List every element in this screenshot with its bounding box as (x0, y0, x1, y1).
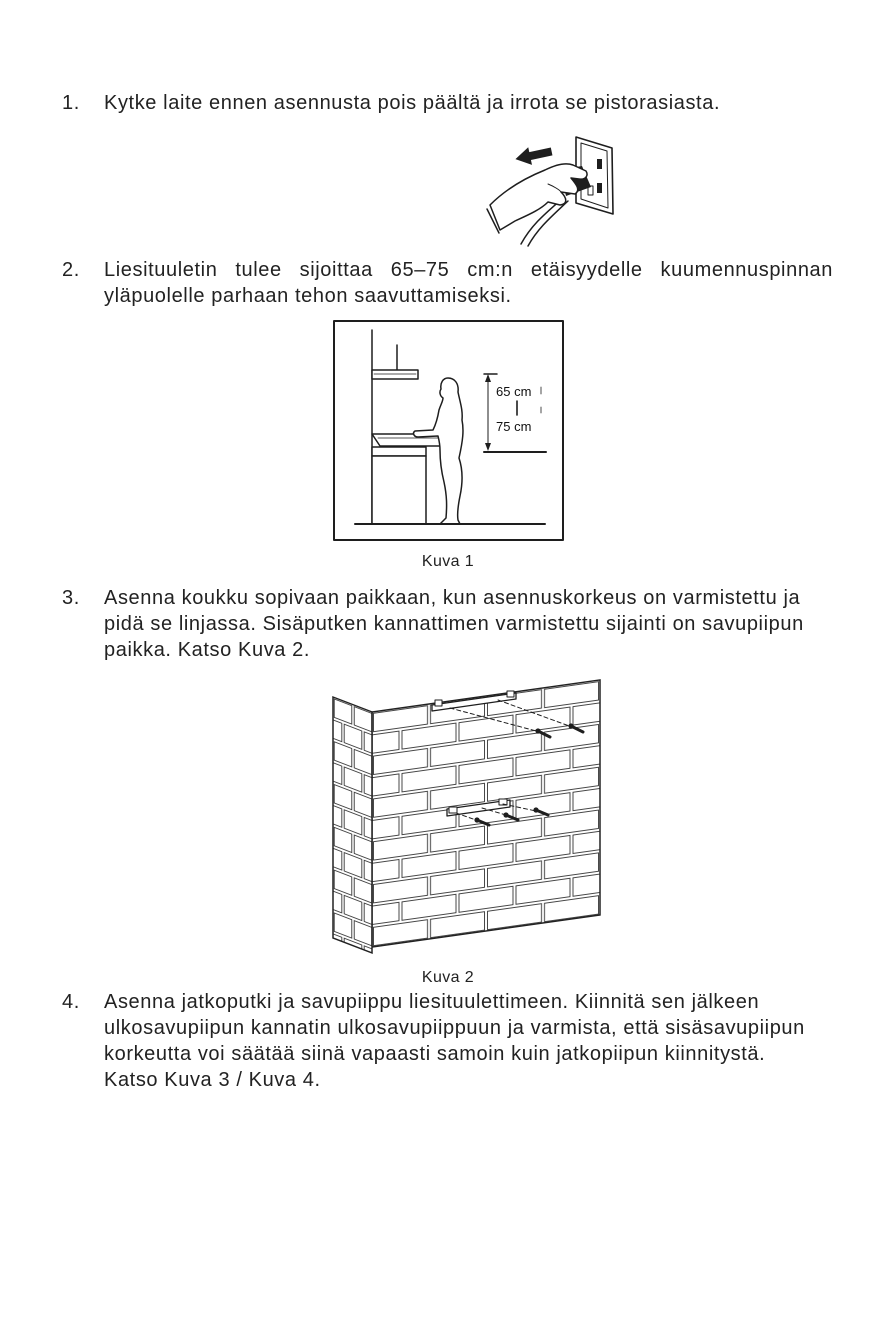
step-line: Asenna jatkoputki ja savupiippu liesituulettimeen. Kiinnitä sen jälkeen (104, 991, 760, 1013)
dimension-label-top: 65 cm (496, 384, 532, 399)
figure-caption: Kuva 2 (421, 969, 475, 986)
kuva-2-figure (325, 660, 610, 960)
step-number: 1. (62, 92, 80, 114)
step-line: Liesituuletin tulee sijoittaa 65–75 cm:n etäisyydelle kuumennuspinnan (104, 259, 833, 281)
step-line: Katso Kuva 3 / Kuva 4. (104, 1069, 321, 1091)
step-line: pidä se linjassa. Sisäputken kannattimen varmistettu sijainti on savupiipun (104, 613, 804, 635)
figure-caption: Kuva 1 (421, 553, 475, 570)
step-number: 3. (62, 587, 80, 609)
step-line: paikka. Katso Kuva 2. (104, 639, 311, 661)
socket-hole (597, 159, 602, 169)
step-number: 4. (62, 991, 80, 1013)
step-line: Kytke laite ennen asennusta pois päältä ja irrota se pistorasiasta. (104, 92, 721, 114)
dimension-label-bottom: 75 cm (496, 419, 532, 434)
kitchen-cabinet (372, 456, 426, 524)
step-text (104, 90, 720, 116)
step-line: korkeutta voi säätää siinä vapaasti samoin kuin jatkopiipun kiinnitystä. (104, 1043, 766, 1065)
socket-hole (597, 183, 602, 193)
step-text (104, 257, 833, 309)
wall-side-face (333, 697, 372, 953)
cooker-hood (372, 370, 418, 379)
step-line: Asenna koukku sopivaan paikkaan, kun asennuskorkeus on varmistettu ja (104, 587, 801, 609)
unplug-arrow-icon (514, 143, 554, 168)
step-text (104, 989, 805, 1093)
step-line: ulkosavupiipun kannatin ulkosavupiippuun ja varmista, että sisäsavupiipun (104, 1017, 805, 1039)
unplug-illustration (485, 128, 620, 250)
kuva-1-figure (330, 318, 568, 544)
step-line: yläpuolelle parhaan tehon saavuttamiseksi. (104, 285, 512, 307)
step-number: 2. (62, 259, 80, 281)
countertop (372, 447, 426, 456)
wall-front-face (372, 680, 600, 947)
step-text (104, 585, 804, 663)
